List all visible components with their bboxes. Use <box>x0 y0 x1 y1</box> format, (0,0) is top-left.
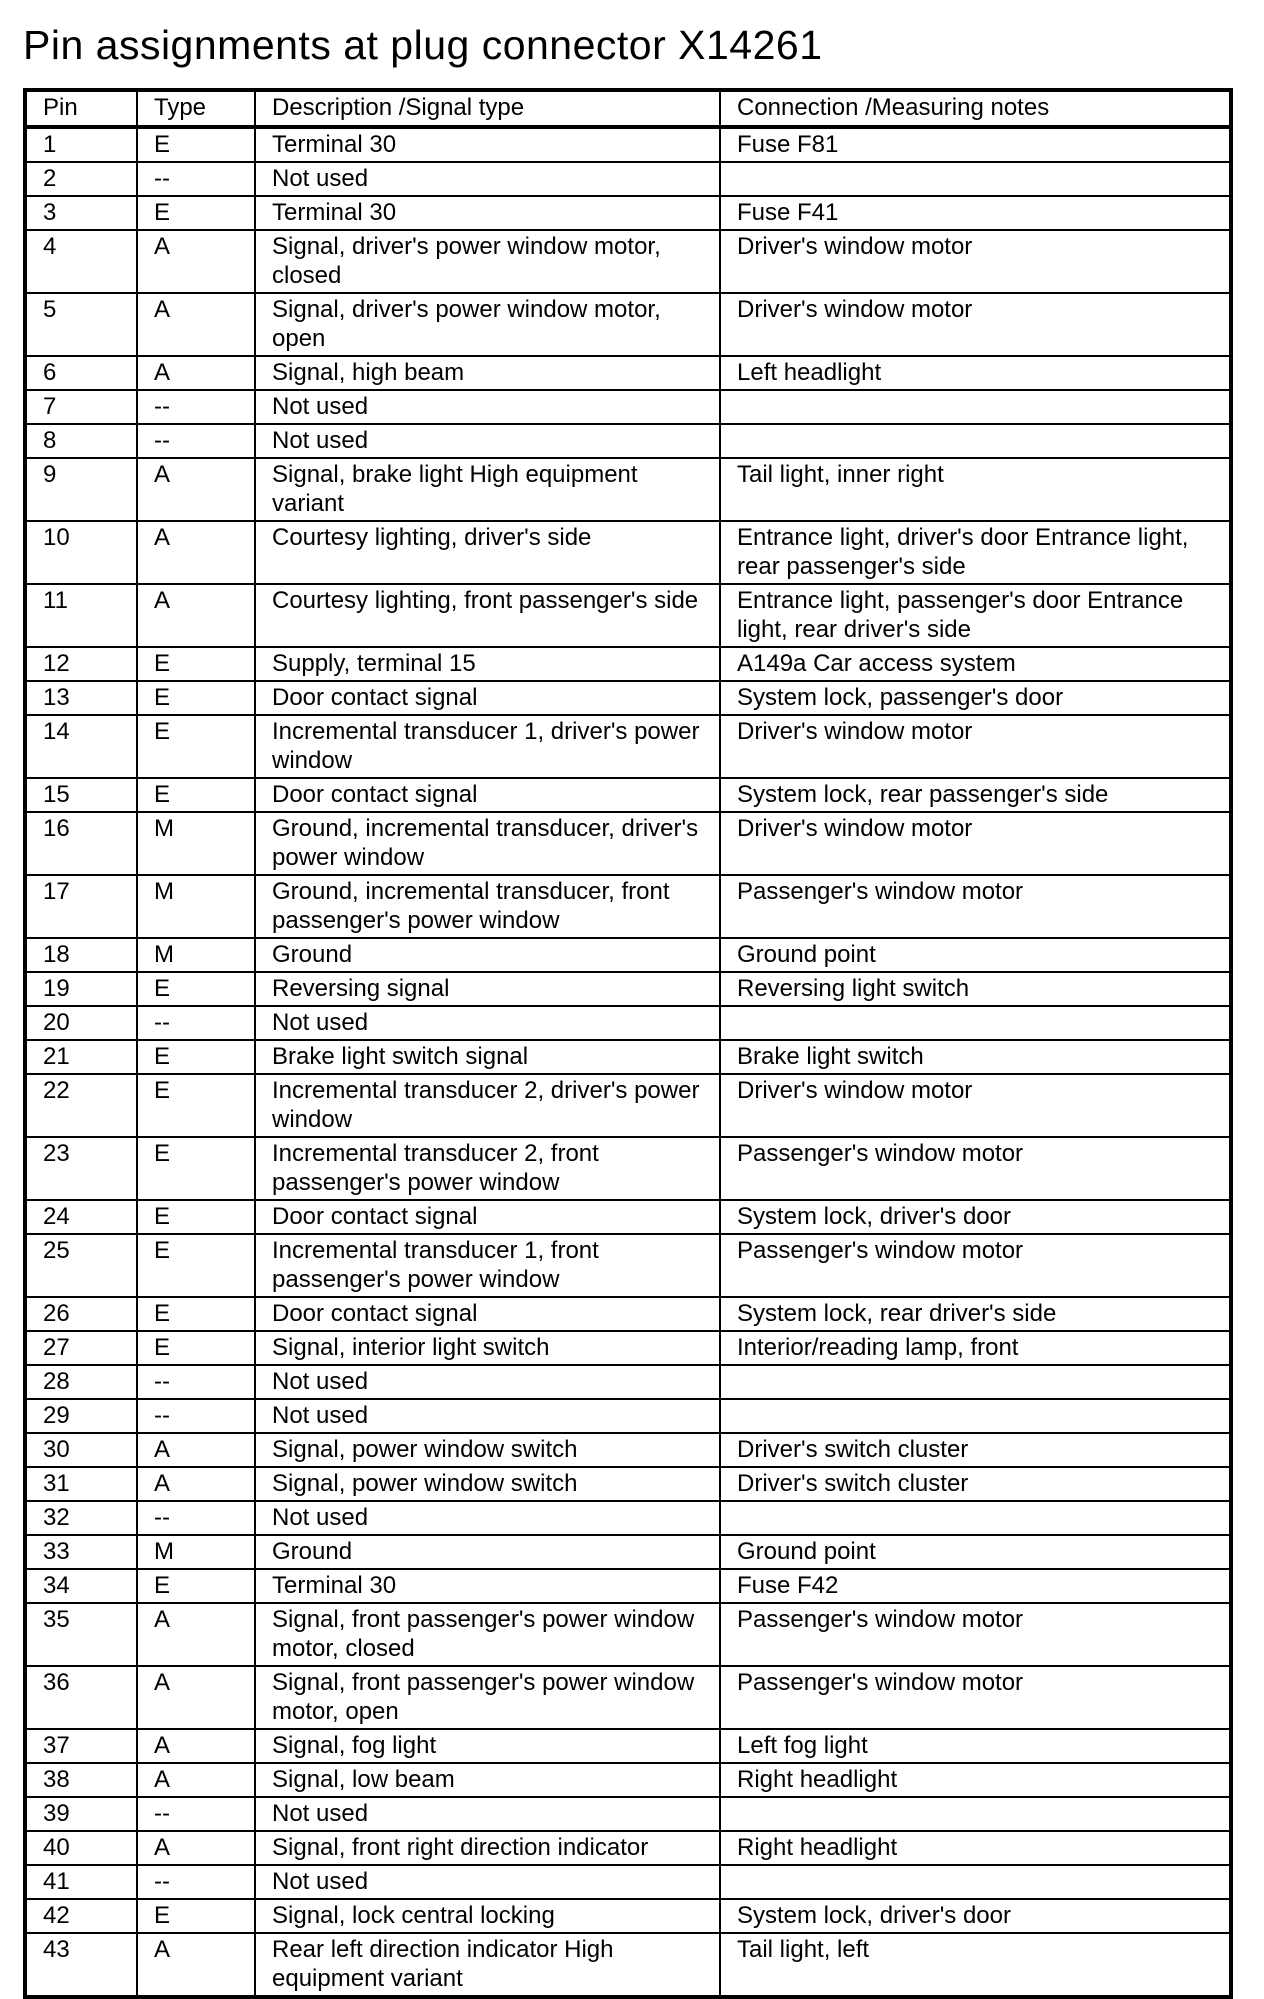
description-cell: Not used <box>255 1399 720 1433</box>
pin-cell: 20 <box>25 1006 137 1040</box>
pin-cell: 16 <box>25 812 137 875</box>
pin-cell: 3 <box>25 196 137 230</box>
table-row <box>25 1603 1231 1666</box>
table-row <box>25 1535 1231 1569</box>
description-cell: Door contact signal <box>255 681 720 715</box>
type-cell: E <box>137 127 255 162</box>
table-row <box>25 162 1231 196</box>
table-row <box>25 972 1231 1006</box>
table-row <box>25 356 1231 390</box>
pin-cell: 13 <box>25 681 137 715</box>
table-row <box>25 521 1231 584</box>
pin-cell: 12 <box>25 647 137 681</box>
table-row <box>25 1666 1231 1729</box>
pin-cell: 11 <box>25 584 137 647</box>
table-row <box>25 1501 1231 1535</box>
table-row <box>25 1467 1231 1501</box>
table-row <box>25 1569 1231 1603</box>
connection-cell: System lock, driver's door <box>720 1899 1231 1933</box>
pin-cell: 31 <box>25 1467 137 1501</box>
pin-cell: 18 <box>25 938 137 972</box>
connection-cell: Passenger's window motor <box>720 1603 1231 1666</box>
type-cell: A <box>137 1763 255 1797</box>
description-cell: Incremental transducer 2, driver's power window <box>255 1074 720 1137</box>
table-row <box>25 127 1231 162</box>
connection-cell: Passenger's window motor <box>720 1666 1231 1729</box>
type-cell: E <box>137 196 255 230</box>
connection-cell: Fuse F41 <box>720 196 1231 230</box>
table-row <box>25 778 1231 812</box>
connection-cell: Driver's window motor <box>720 293 1231 356</box>
pin-cell: 43 <box>25 1933 137 1997</box>
description-cell: Ground <box>255 938 720 972</box>
pin-cell: 9 <box>25 458 137 521</box>
table-row <box>25 230 1231 293</box>
connection-cell: System lock, rear passenger's side <box>720 778 1231 812</box>
description-cell: Signal, lock central locking <box>255 1899 720 1933</box>
pin-cell: 36 <box>25 1666 137 1729</box>
table-row <box>25 196 1231 230</box>
description-cell: Not used <box>255 390 720 424</box>
description-cell: Incremental transducer 2, front passenger's power window <box>255 1137 720 1200</box>
type-cell: M <box>137 938 255 972</box>
type-cell: A <box>137 1603 255 1666</box>
type-cell: E <box>137 1040 255 1074</box>
table-row <box>25 584 1231 647</box>
pin-cell: 4 <box>25 230 137 293</box>
description-cell: Incremental transducer 1, driver's power window <box>255 715 720 778</box>
pin-cell: 27 <box>25 1331 137 1365</box>
pin-cell: 19 <box>25 972 137 1006</box>
connection-cell: Left headlight <box>720 356 1231 390</box>
header-description: Description /Signal type <box>255 90 720 127</box>
connection-cell: Tail light, left <box>720 1933 1231 1997</box>
description-cell: Signal, front right direction indicator <box>255 1831 720 1865</box>
description-cell: Incremental transducer 1, front passenger's power window <box>255 1234 720 1297</box>
table-row <box>25 1865 1231 1899</box>
table-header <box>25 90 1231 127</box>
type-cell: A <box>137 458 255 521</box>
connection-cell: Driver's switch cluster <box>720 1467 1231 1501</box>
table-row <box>25 1074 1231 1137</box>
table-row <box>25 875 1231 938</box>
description-cell: Courtesy lighting, driver's side <box>255 521 720 584</box>
pin-cell: 28 <box>25 1365 137 1399</box>
pin-cell: 14 <box>25 715 137 778</box>
description-cell: Rear left direction indicator High equipment variant <box>255 1933 720 1997</box>
pin-cell: 5 <box>25 293 137 356</box>
pin-cell: 42 <box>25 1899 137 1933</box>
pin-cell: 15 <box>25 778 137 812</box>
connection-cell: Entrance light, driver's door Entrance light, rear passenger's side <box>720 521 1231 584</box>
connection-cell <box>720 1006 1231 1040</box>
type-cell: -- <box>137 390 255 424</box>
description-cell: Courtesy lighting, front passenger's side <box>255 584 720 647</box>
table-row <box>25 390 1231 424</box>
type-cell: A <box>137 1933 255 1997</box>
pin-cell: 41 <box>25 1865 137 1899</box>
type-cell: M <box>137 1535 255 1569</box>
header-type: Type <box>137 90 255 127</box>
table-row <box>25 1933 1231 1997</box>
description-cell: Not used <box>255 162 720 196</box>
description-cell: Door contact signal <box>255 1200 720 1234</box>
table-row <box>25 458 1231 521</box>
connection-cell <box>720 390 1231 424</box>
type-cell: A <box>137 356 255 390</box>
pin-cell: 39 <box>25 1797 137 1831</box>
table-body <box>25 127 1231 1997</box>
description-cell: Signal, brake light High equipment variant <box>255 458 720 521</box>
description-cell: Signal, front passenger's power window motor, open <box>255 1666 720 1729</box>
pin-cell: 38 <box>25 1763 137 1797</box>
pin-cell: 26 <box>25 1297 137 1331</box>
pin-cell: 32 <box>25 1501 137 1535</box>
connection-cell: Passenger's window motor <box>720 1234 1231 1297</box>
type-cell: E <box>137 681 255 715</box>
description-cell: Door contact signal <box>255 1297 720 1331</box>
type-cell: M <box>137 875 255 938</box>
connection-cell: Ground point <box>720 1535 1231 1569</box>
connection-cell <box>720 424 1231 458</box>
table-row <box>25 293 1231 356</box>
pin-cell: 17 <box>25 875 137 938</box>
table-row <box>25 1200 1231 1234</box>
table-row <box>25 1763 1231 1797</box>
table-row <box>25 1365 1231 1399</box>
description-cell: Terminal 30 <box>255 127 720 162</box>
pin-cell: 22 <box>25 1074 137 1137</box>
connection-cell: System lock, passenger's door <box>720 681 1231 715</box>
description-cell: Signal, low beam <box>255 1763 720 1797</box>
connection-cell: Fuse F42 <box>720 1569 1231 1603</box>
description-cell: Reversing signal <box>255 972 720 1006</box>
table-row <box>25 812 1231 875</box>
description-cell: Signal, power window switch <box>255 1433 720 1467</box>
type-cell: -- <box>137 1365 255 1399</box>
pin-cell: 33 <box>25 1535 137 1569</box>
connection-cell: Tail light, inner right <box>720 458 1231 521</box>
description-cell: Signal, power window switch <box>255 1467 720 1501</box>
type-cell: A <box>137 521 255 584</box>
pin-cell: 10 <box>25 521 137 584</box>
description-cell: Supply, terminal 15 <box>255 647 720 681</box>
connection-cell: Right headlight <box>720 1763 1231 1797</box>
pin-cell: 21 <box>25 1040 137 1074</box>
table-row <box>25 1399 1231 1433</box>
connection-cell <box>720 1365 1231 1399</box>
connection-cell: Passenger's window motor <box>720 875 1231 938</box>
header-row <box>25 90 1231 127</box>
pin-cell: 2 <box>25 162 137 196</box>
table-row <box>25 1331 1231 1365</box>
type-cell: A <box>137 1467 255 1501</box>
connection-cell <box>720 1865 1231 1899</box>
type-cell: -- <box>137 1399 255 1433</box>
pin-cell: 40 <box>25 1831 137 1865</box>
description-cell: Signal, fog light <box>255 1729 720 1763</box>
type-cell: -- <box>137 1006 255 1040</box>
table-row <box>25 1797 1231 1831</box>
table-row <box>25 424 1231 458</box>
description-cell: Ground, incremental transducer, driver's power window <box>255 812 720 875</box>
table-row <box>25 938 1231 972</box>
table-row <box>25 647 1231 681</box>
description-cell: Not used <box>255 1501 720 1535</box>
description-cell: Signal, driver's power window motor, open <box>255 293 720 356</box>
connection-cell: Driver's window motor <box>720 812 1231 875</box>
connection-cell: Driver's window motor <box>720 715 1231 778</box>
pin-cell: 25 <box>25 1234 137 1297</box>
type-cell: E <box>137 1137 255 1200</box>
description-cell: Not used <box>255 1006 720 1040</box>
pin-cell: 37 <box>25 1729 137 1763</box>
table-row <box>25 1040 1231 1074</box>
description-cell: Ground <box>255 1535 720 1569</box>
connection-cell: Entrance light, passenger's door Entrance light, rear driver's side <box>720 584 1231 647</box>
table-row <box>25 681 1231 715</box>
type-cell: E <box>137 1297 255 1331</box>
connection-cell: Driver's switch cluster <box>720 1433 1231 1467</box>
connection-cell: Driver's window motor <box>720 1074 1231 1137</box>
type-cell: E <box>137 1569 255 1603</box>
pin-cell: 24 <box>25 1200 137 1234</box>
page-title: Pin assignments at plug connector X14261 <box>23 22 823 68</box>
connection-cell <box>720 162 1231 196</box>
description-cell: Signal, driver's power window motor, closed <box>255 230 720 293</box>
type-cell: A <box>137 230 255 293</box>
type-cell: E <box>137 647 255 681</box>
table-row <box>25 1433 1231 1467</box>
type-cell: E <box>137 1074 255 1137</box>
pin-assignment-table <box>23 88 1233 1999</box>
pin-cell: 29 <box>25 1399 137 1433</box>
type-cell: M <box>137 812 255 875</box>
connection-cell: A149a Car access system <box>720 647 1231 681</box>
type-cell: E <box>137 1331 255 1365</box>
connection-cell: System lock, driver's door <box>720 1200 1231 1234</box>
header-connection: Connection /Measuring notes <box>720 90 1231 127</box>
connection-cell: System lock, rear driver's side <box>720 1297 1231 1331</box>
connection-cell: Ground point <box>720 938 1231 972</box>
connection-cell: Left fog light <box>720 1729 1231 1763</box>
header-pin: Pin <box>25 90 137 127</box>
description-cell: Not used <box>255 1865 720 1899</box>
pin-cell: 1 <box>25 127 137 162</box>
type-cell: -- <box>137 1797 255 1831</box>
pin-cell: 35 <box>25 1603 137 1666</box>
type-cell: -- <box>137 1865 255 1899</box>
description-cell: Terminal 30 <box>255 1569 720 1603</box>
connection-cell: Right headlight <box>720 1831 1231 1865</box>
type-cell: E <box>137 1234 255 1297</box>
description-cell: Signal, front passenger's power window motor, closed <box>255 1603 720 1666</box>
connection-cell <box>720 1399 1231 1433</box>
connection-cell: Passenger's window motor <box>720 1137 1231 1200</box>
table-row <box>25 715 1231 778</box>
type-cell: A <box>137 1666 255 1729</box>
description-cell: Signal, high beam <box>255 356 720 390</box>
type-cell: E <box>137 1899 255 1933</box>
type-cell: E <box>137 778 255 812</box>
type-cell: E <box>137 1200 255 1234</box>
description-cell: Ground, incremental transducer, front passenger's power window <box>255 875 720 938</box>
pin-cell: 6 <box>25 356 137 390</box>
connection-cell <box>720 1797 1231 1831</box>
type-cell: A <box>137 584 255 647</box>
table-row <box>25 1137 1231 1200</box>
description-cell: Not used <box>255 1365 720 1399</box>
description-cell: Not used <box>255 1797 720 1831</box>
table-row <box>25 1831 1231 1865</box>
description-cell: Brake light switch signal <box>255 1040 720 1074</box>
pin-cell: 30 <box>25 1433 137 1467</box>
table-row <box>25 1234 1231 1297</box>
type-cell: A <box>137 1831 255 1865</box>
table-row <box>25 1729 1231 1763</box>
table-row <box>25 1899 1231 1933</box>
pin-cell: 7 <box>25 390 137 424</box>
table-row <box>25 1006 1231 1040</box>
type-cell: E <box>137 972 255 1006</box>
connection-cell: Fuse F81 <box>720 127 1231 162</box>
type-cell: A <box>137 293 255 356</box>
description-cell: Signal, interior light switch <box>255 1331 720 1365</box>
type-cell: A <box>137 1433 255 1467</box>
connection-cell <box>720 1501 1231 1535</box>
pin-cell: 8 <box>25 424 137 458</box>
type-cell: E <box>137 715 255 778</box>
connection-cell: Brake light switch <box>720 1040 1231 1074</box>
type-cell: -- <box>137 1501 255 1535</box>
description-cell: Terminal 30 <box>255 196 720 230</box>
type-cell: -- <box>137 424 255 458</box>
type-cell: -- <box>137 162 255 196</box>
pin-cell: 34 <box>25 1569 137 1603</box>
connection-cell: Reversing light switch <box>720 972 1231 1006</box>
connection-cell: Driver's window motor <box>720 230 1231 293</box>
pin-cell: 23 <box>25 1137 137 1200</box>
table-row <box>25 1297 1231 1331</box>
description-cell: Not used <box>255 424 720 458</box>
type-cell: A <box>137 1729 255 1763</box>
connection-cell: Interior/reading lamp, front <box>720 1331 1231 1365</box>
description-cell: Door contact signal <box>255 778 720 812</box>
